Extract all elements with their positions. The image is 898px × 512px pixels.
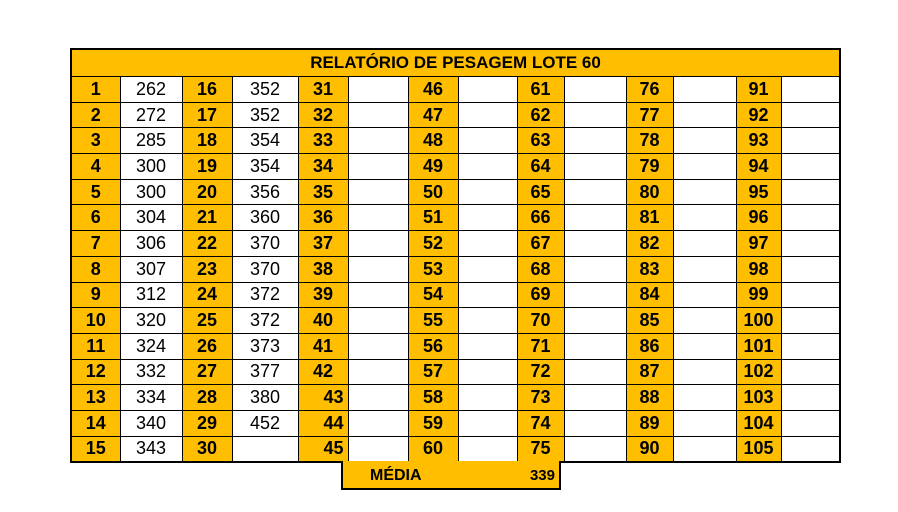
animal-number-cell: 10 bbox=[72, 308, 120, 334]
weight-cell bbox=[458, 231, 517, 257]
animal-number-cell: 4 bbox=[72, 154, 120, 180]
weight-cell bbox=[781, 308, 839, 334]
animal-number-cell: 50 bbox=[408, 179, 458, 205]
table-row bbox=[72, 333, 839, 359]
weight-cell: 360 bbox=[232, 205, 298, 231]
weight-cell bbox=[458, 359, 517, 385]
table-row bbox=[72, 205, 839, 231]
weight-cell: 306 bbox=[120, 231, 182, 257]
animal-number-cell: 29 bbox=[182, 410, 232, 436]
animal-number-cell: 92 bbox=[736, 102, 781, 128]
animal-number-cell: 54 bbox=[408, 282, 458, 308]
animal-number-cell: 23 bbox=[182, 256, 232, 282]
weight-cell: 300 bbox=[120, 179, 182, 205]
animal-number-cell: 80 bbox=[626, 179, 673, 205]
weight-cell bbox=[458, 385, 517, 411]
animal-number-cell: 64 bbox=[517, 154, 564, 180]
animal-number-cell: 83 bbox=[626, 256, 673, 282]
report-title: RELATÓRIO DE PESAGEM LOTE 60 bbox=[72, 50, 839, 77]
animal-number-cell: 67 bbox=[517, 231, 564, 257]
weight-cell: 312 bbox=[120, 282, 182, 308]
weight-cell bbox=[673, 205, 736, 231]
animal-number-cell: 36 bbox=[298, 205, 348, 231]
weight-cell bbox=[458, 282, 517, 308]
weight-cell bbox=[673, 256, 736, 282]
weight-cell bbox=[673, 179, 736, 205]
animal-number-cell: 85 bbox=[626, 308, 673, 334]
weight-cell bbox=[564, 231, 626, 257]
weight-cell: 262 bbox=[120, 77, 182, 102]
weight-cell bbox=[348, 436, 408, 461]
animal-number-cell: 28 bbox=[182, 385, 232, 411]
animal-number-cell: 97 bbox=[736, 231, 781, 257]
weight-cell: 377 bbox=[232, 359, 298, 385]
weight-cell bbox=[673, 359, 736, 385]
animal-number-cell: 2 bbox=[72, 102, 120, 128]
weight-cell bbox=[348, 128, 408, 154]
weight-cell bbox=[781, 154, 839, 180]
weight-cell bbox=[564, 154, 626, 180]
weight-cell bbox=[781, 359, 839, 385]
weight-cell bbox=[781, 128, 839, 154]
weight-cell bbox=[564, 128, 626, 154]
weight-cell bbox=[781, 436, 839, 461]
animal-number-cell: 101 bbox=[736, 333, 781, 359]
weight-cell bbox=[781, 179, 839, 205]
weight-cell bbox=[348, 179, 408, 205]
animal-number-cell: 19 bbox=[182, 154, 232, 180]
animal-number-cell: 66 bbox=[517, 205, 564, 231]
weight-cell: 452 bbox=[232, 410, 298, 436]
animal-number-cell: 98 bbox=[736, 256, 781, 282]
animal-number-cell: 7 bbox=[72, 231, 120, 257]
weight-cell: 372 bbox=[232, 308, 298, 334]
animal-number-cell: 82 bbox=[626, 231, 673, 257]
animal-number-cell: 62 bbox=[517, 102, 564, 128]
animal-number-cell: 42 bbox=[298, 359, 348, 385]
animal-number-cell: 45 bbox=[298, 436, 348, 461]
animal-number-cell: 94 bbox=[736, 154, 781, 180]
weight-cell: 370 bbox=[232, 231, 298, 257]
weight-cell bbox=[673, 282, 736, 308]
animal-number-cell: 34 bbox=[298, 154, 348, 180]
animal-number-cell: 38 bbox=[298, 256, 348, 282]
weight-cell bbox=[348, 205, 408, 231]
animal-number-cell: 17 bbox=[182, 102, 232, 128]
weight-cell: 373 bbox=[232, 333, 298, 359]
animal-number-cell: 99 bbox=[736, 282, 781, 308]
animal-number-cell: 61 bbox=[517, 77, 564, 102]
animal-number-cell: 16 bbox=[182, 77, 232, 102]
animal-number-cell: 32 bbox=[298, 102, 348, 128]
animal-number-cell: 55 bbox=[408, 308, 458, 334]
animal-number-cell: 15 bbox=[72, 436, 120, 461]
weight-cell bbox=[564, 385, 626, 411]
weight-cell bbox=[458, 77, 517, 102]
animal-number-cell: 71 bbox=[517, 333, 564, 359]
animal-number-cell: 26 bbox=[182, 333, 232, 359]
animal-number-cell: 73 bbox=[517, 385, 564, 411]
animal-number-cell: 12 bbox=[72, 359, 120, 385]
weight-cell bbox=[781, 282, 839, 308]
animal-number-cell: 70 bbox=[517, 308, 564, 334]
weight-cell bbox=[673, 77, 736, 102]
weight-cell bbox=[458, 256, 517, 282]
animal-number-cell: 51 bbox=[408, 205, 458, 231]
weight-cell: 352 bbox=[232, 102, 298, 128]
weight-cell bbox=[458, 436, 517, 461]
animal-number-cell: 75 bbox=[517, 436, 564, 461]
animal-number-cell: 20 bbox=[182, 179, 232, 205]
weight-cell bbox=[458, 308, 517, 334]
animal-number-cell: 88 bbox=[626, 385, 673, 411]
animal-number-cell: 79 bbox=[626, 154, 673, 180]
animal-number-cell: 60 bbox=[408, 436, 458, 461]
animal-number-cell: 65 bbox=[517, 179, 564, 205]
weight-cell bbox=[348, 333, 408, 359]
weight-cell bbox=[781, 231, 839, 257]
animal-number-cell: 102 bbox=[736, 359, 781, 385]
animal-number-cell: 52 bbox=[408, 231, 458, 257]
animal-number-cell: 24 bbox=[182, 282, 232, 308]
weight-cell bbox=[458, 205, 517, 231]
weight-cell bbox=[781, 77, 839, 102]
table-row bbox=[72, 77, 839, 102]
animal-number-cell: 86 bbox=[626, 333, 673, 359]
weight-cell bbox=[781, 102, 839, 128]
weight-cell bbox=[673, 410, 736, 436]
animal-number-cell: 40 bbox=[298, 308, 348, 334]
weight-cell: 285 bbox=[120, 128, 182, 154]
animal-number-cell: 93 bbox=[736, 128, 781, 154]
weight-cell: 372 bbox=[232, 282, 298, 308]
weight-cell bbox=[564, 102, 626, 128]
animal-number-cell: 56 bbox=[408, 333, 458, 359]
animal-number-cell: 76 bbox=[626, 77, 673, 102]
weight-cell bbox=[564, 256, 626, 282]
table-row bbox=[72, 128, 839, 154]
weight-cell bbox=[348, 359, 408, 385]
animal-number-cell: 63 bbox=[517, 128, 564, 154]
weight-cell bbox=[781, 256, 839, 282]
animal-number-cell: 3 bbox=[72, 128, 120, 154]
animal-number-cell: 14 bbox=[72, 410, 120, 436]
weight-cell: 300 bbox=[120, 154, 182, 180]
weight-cell bbox=[348, 231, 408, 257]
weight-cell bbox=[564, 359, 626, 385]
weight-cell bbox=[781, 205, 839, 231]
weight-cell: 320 bbox=[120, 308, 182, 334]
animal-number-cell: 81 bbox=[626, 205, 673, 231]
weight-cell bbox=[781, 410, 839, 436]
weight-cell: 340 bbox=[120, 410, 182, 436]
animal-number-cell: 27 bbox=[182, 359, 232, 385]
animal-number-cell: 68 bbox=[517, 256, 564, 282]
table-row bbox=[72, 436, 839, 461]
animal-number-cell: 22 bbox=[182, 231, 232, 257]
animal-number-cell: 89 bbox=[626, 410, 673, 436]
weight-cell: 343 bbox=[120, 436, 182, 461]
animal-number-cell: 91 bbox=[736, 77, 781, 102]
weight-cell: 334 bbox=[120, 385, 182, 411]
table-row bbox=[72, 179, 839, 205]
weight-cell: 370 bbox=[232, 256, 298, 282]
animal-number-cell: 77 bbox=[626, 102, 673, 128]
animal-number-cell: 59 bbox=[408, 410, 458, 436]
average-value: 339 bbox=[529, 467, 555, 484]
animal-number-cell: 30 bbox=[182, 436, 232, 461]
weight-cell bbox=[564, 205, 626, 231]
animal-number-cell: 31 bbox=[298, 77, 348, 102]
animal-number-cell: 9 bbox=[72, 282, 120, 308]
weight-cell bbox=[458, 179, 517, 205]
weight-cell bbox=[348, 385, 408, 411]
weight-cell: 356 bbox=[232, 179, 298, 205]
weight-cell bbox=[458, 154, 517, 180]
animal-number-cell: 78 bbox=[626, 128, 673, 154]
weight-cell bbox=[564, 282, 626, 308]
table-row bbox=[72, 385, 839, 411]
weight-cell: 380 bbox=[232, 385, 298, 411]
weight-table bbox=[72, 77, 839, 461]
animal-number-cell: 96 bbox=[736, 205, 781, 231]
animal-number-cell: 84 bbox=[626, 282, 673, 308]
weight-cell: 352 bbox=[232, 77, 298, 102]
animal-number-cell: 58 bbox=[408, 385, 458, 411]
animal-number-cell: 105 bbox=[736, 436, 781, 461]
weight-cell bbox=[348, 282, 408, 308]
weight-cell bbox=[564, 436, 626, 461]
weight-cell bbox=[781, 333, 839, 359]
weight-cell: 272 bbox=[120, 102, 182, 128]
animal-number-cell: 25 bbox=[182, 308, 232, 334]
animal-number-cell: 43 bbox=[298, 385, 348, 411]
weight-cell bbox=[564, 333, 626, 359]
weight-cell bbox=[458, 333, 517, 359]
animal-number-cell: 1 bbox=[72, 77, 120, 102]
animal-number-cell: 37 bbox=[298, 231, 348, 257]
animal-number-cell: 13 bbox=[72, 385, 120, 411]
weight-cell bbox=[564, 77, 626, 102]
animal-number-cell: 33 bbox=[298, 128, 348, 154]
animal-number-cell: 74 bbox=[517, 410, 564, 436]
animal-number-cell: 21 bbox=[182, 205, 232, 231]
weight-cell: 332 bbox=[120, 359, 182, 385]
weight-cell bbox=[673, 436, 736, 461]
table-row bbox=[72, 154, 839, 180]
weight-cell bbox=[673, 128, 736, 154]
weight-cell bbox=[564, 308, 626, 334]
animal-number-cell: 47 bbox=[408, 102, 458, 128]
average-summary bbox=[341, 461, 561, 490]
table-row bbox=[72, 308, 839, 334]
weight-cell bbox=[673, 102, 736, 128]
weight-cell bbox=[564, 179, 626, 205]
weight-cell bbox=[673, 154, 736, 180]
weight-cell bbox=[781, 385, 839, 411]
weight-cell bbox=[458, 128, 517, 154]
table-row bbox=[72, 359, 839, 385]
animal-number-cell: 18 bbox=[182, 128, 232, 154]
weight-cell bbox=[673, 308, 736, 334]
animal-number-cell: 87 bbox=[626, 359, 673, 385]
weight-cell bbox=[458, 410, 517, 436]
weighing-report bbox=[70, 48, 841, 463]
animal-number-cell: 57 bbox=[408, 359, 458, 385]
animal-number-cell: 53 bbox=[408, 256, 458, 282]
animal-number-cell: 69 bbox=[517, 282, 564, 308]
weight-cell: 354 bbox=[232, 154, 298, 180]
table-row bbox=[72, 282, 839, 308]
weight-cell bbox=[348, 256, 408, 282]
animal-number-cell: 39 bbox=[298, 282, 348, 308]
animal-number-cell: 48 bbox=[408, 128, 458, 154]
animal-number-cell: 6 bbox=[72, 205, 120, 231]
average-label: MÉDIA bbox=[370, 467, 422, 484]
weight-cell bbox=[232, 436, 298, 461]
animal-number-cell: 44 bbox=[298, 410, 348, 436]
animal-number-cell: 72 bbox=[517, 359, 564, 385]
weight-cell bbox=[348, 154, 408, 180]
table-row bbox=[72, 102, 839, 128]
animal-number-cell: 104 bbox=[736, 410, 781, 436]
weight-cell bbox=[348, 77, 408, 102]
animal-number-cell: 90 bbox=[626, 436, 673, 461]
weight-cell bbox=[673, 231, 736, 257]
weight-cell bbox=[348, 308, 408, 334]
animal-number-cell: 100 bbox=[736, 308, 781, 334]
weight-cell: 354 bbox=[232, 128, 298, 154]
weight-cell bbox=[348, 410, 408, 436]
animal-number-cell: 49 bbox=[408, 154, 458, 180]
table-row bbox=[72, 231, 839, 257]
weight-cell bbox=[348, 102, 408, 128]
table-row bbox=[72, 410, 839, 436]
animal-number-cell: 103 bbox=[736, 385, 781, 411]
weight-cell: 307 bbox=[120, 256, 182, 282]
weight-cell bbox=[458, 102, 517, 128]
weight-cell: 304 bbox=[120, 205, 182, 231]
animal-number-cell: 35 bbox=[298, 179, 348, 205]
weight-cell: 324 bbox=[120, 333, 182, 359]
table-row bbox=[72, 256, 839, 282]
animal-number-cell: 8 bbox=[72, 256, 120, 282]
weight-cell bbox=[673, 385, 736, 411]
animal-number-cell: 5 bbox=[72, 179, 120, 205]
animal-number-cell: 11 bbox=[72, 333, 120, 359]
animal-number-cell: 41 bbox=[298, 333, 348, 359]
weight-cell bbox=[564, 410, 626, 436]
weight-cell bbox=[673, 333, 736, 359]
animal-number-cell: 46 bbox=[408, 77, 458, 102]
animal-number-cell: 95 bbox=[736, 179, 781, 205]
